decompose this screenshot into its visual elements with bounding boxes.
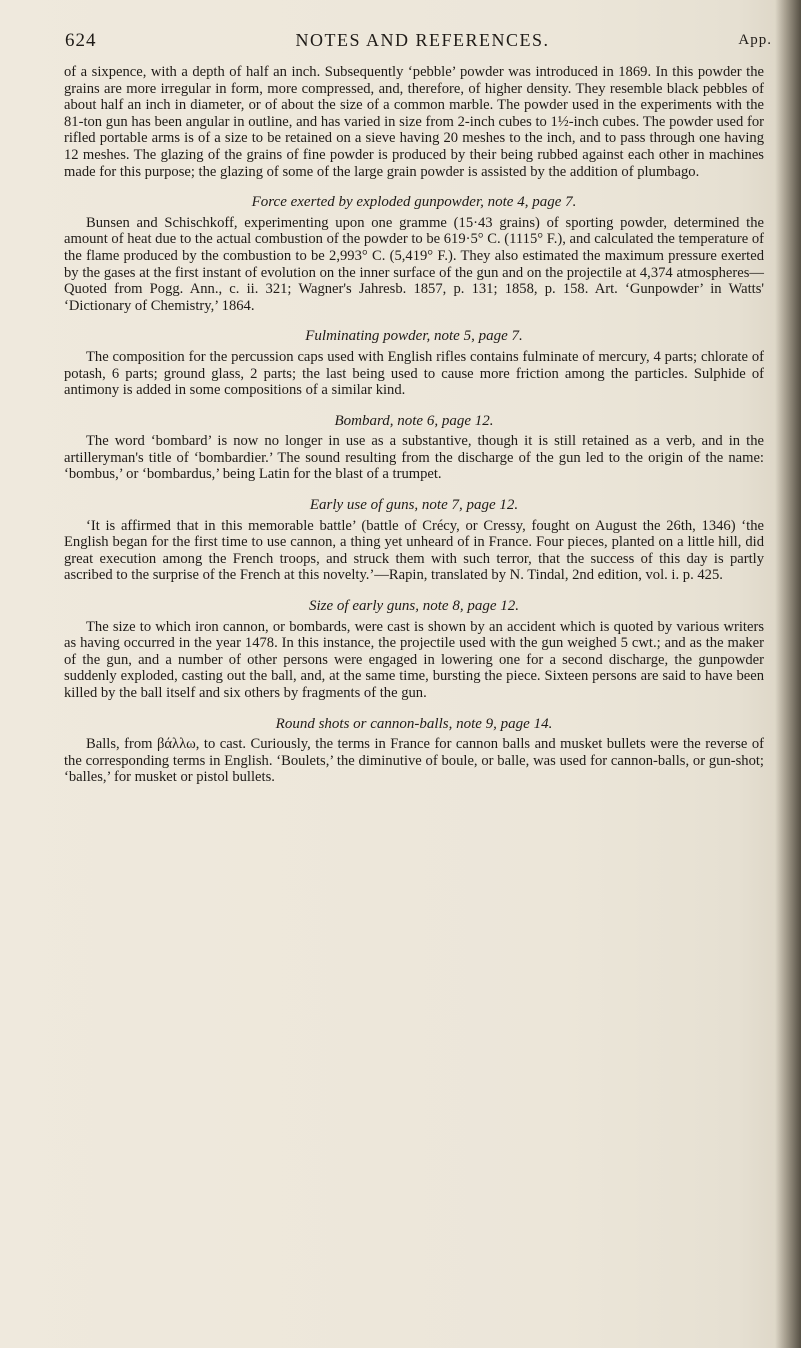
paragraph-force: Bunsen and Schischkoff, experimenting upon one gramme (15·43 grains) of sporting powder, determined the amount of heat due to the actual combustion of the powder to be 619·5° C. (1115° F.), and calculated the temperature of the flame produced by the combustion to be 2,993° C. (5,419° F.). They also estimated the maximum pressure exerted by the gases at the first instant of evolution on the inner surface of the gun and on the projectile at 4,374 atmospheres—Quoted from Pogg. Ann., c. ii. 321; Wagner's Jahresb. 1857, p. 131; 1858, p. 158. Art. ‘Gunpowder’ in Watts' ‘Dictionary of Chemistry,’ 1864. [64,214,764,314]
paragraph-fulminating: The composition for the percussion caps used with English rifles contains fulminate of mercury, 4 parts; chlorate of potash, 6 parts; ground glass, 2 parts; the last being used to cause more friction among the particles. Sulphide of antimony is added in some compositions of a similar kind. [64,348,764,399]
note-heading-fulminating: Fulminating powder, note 5, page 7. [305,328,523,345]
running-title: NOTES AND REFERENCES. [295,30,550,50]
paragraph-early-guns: ‘It is affirmed that in this memorable battle’ (battle of Crécy, or Cressy, fought on August the 26th, 1346) ‘the English began for the first time to use cannon, a thing yet unheard of in France. Four pieces, planted on a little hill, did great execution among the French troops, and struck them with such terror, that the success of this day is partly ascribed to the surprise of the French at this novelty.’—Rapin, translated by N. Tindal, 2nd edition, vol. i. p. 425. [64,517,764,584]
paragraph-gunpowder-grains: of a sixpence, with a depth of half an inch. Subsequently ‘pebble’ powder was introduced in 1869. In this powder the grains are more irregular in form, more compressed, and, therefore, of higher density. They resemble black pebbles of about half an inch in diameter, or of about the size of a common marble. The powder used in the experiments with the 81-ton gun has been angular in outline, and has varied in size from 2-inch cubes to 1½-inch cubes. The powder used for rifled portable arms is of a size to be retained on a sieve having 20 meshes to the inch, and to pass through one having 12 meshes. The glazing of the grains of fine powder is produced by their being rubbed against each other in machines made for this purpose; the glazing of some of the large grain powder is assisted by the addition of plumbago. [64,64,764,180]
paragraph-round-shots: Balls, from βάλλω, to cast. Curiously, the terms in France for cannon balls and musket bullets were the reverse of the corresponding terms in English. ‘Boulets,’ the diminutive of boule, or balle, was used for cannon-balls, or gun-shot; ‘balles,’ for musket or pistol bullets. [64,736,764,786]
note-heading-size-guns: Size of early guns, note 8, page 12. [309,598,519,615]
section-mark: App. [738,32,772,48]
note-heading-round-shots: Round shots or cannon-balls, note 9, page 14. [275,715,553,732]
note-heading-bombard: Bombard, note 6, page 12. [334,412,494,429]
page-binding-shadow [775,0,801,1348]
note-heading-early-guns: Early use of guns, note 7, page 12. [309,497,519,514]
note-heading-force: Force exerted by exploded gunpowder, note 4, page 7. [251,194,577,211]
paragraph-size-guns: The size to which iron cannon, or bombards, were cast is shown by an accident which is quoted by various writers as having occurred in the year 1478. In this instance, the projectile used with the gun weighed 5 cwt.; and as the maker of the gun, and a number of other persons were engaged in lowering one for a second discharge, the gunpowder suddenly exploded, casting out the ball, and, at the same time, bursting the piece. Sixteen persons are said to have been killed by the ball itself and six others by fragments of the gun. [64,618,764,701]
page-content [64,64,764,786]
paragraph-bombard: The word ‘bombard’ is now no longer in use as a substantive, though it is still retained as a verb, and in the artilleryman's title of ‘bombardier.’ The sound resulting from the discharge of the gun led to the origin of the name: ‘bombus,’ or ‘bombardus,’ being Latin for the blast of a trumpet. [64,433,764,483]
page-header [65,30,780,54]
page-number: 624 [65,30,97,51]
